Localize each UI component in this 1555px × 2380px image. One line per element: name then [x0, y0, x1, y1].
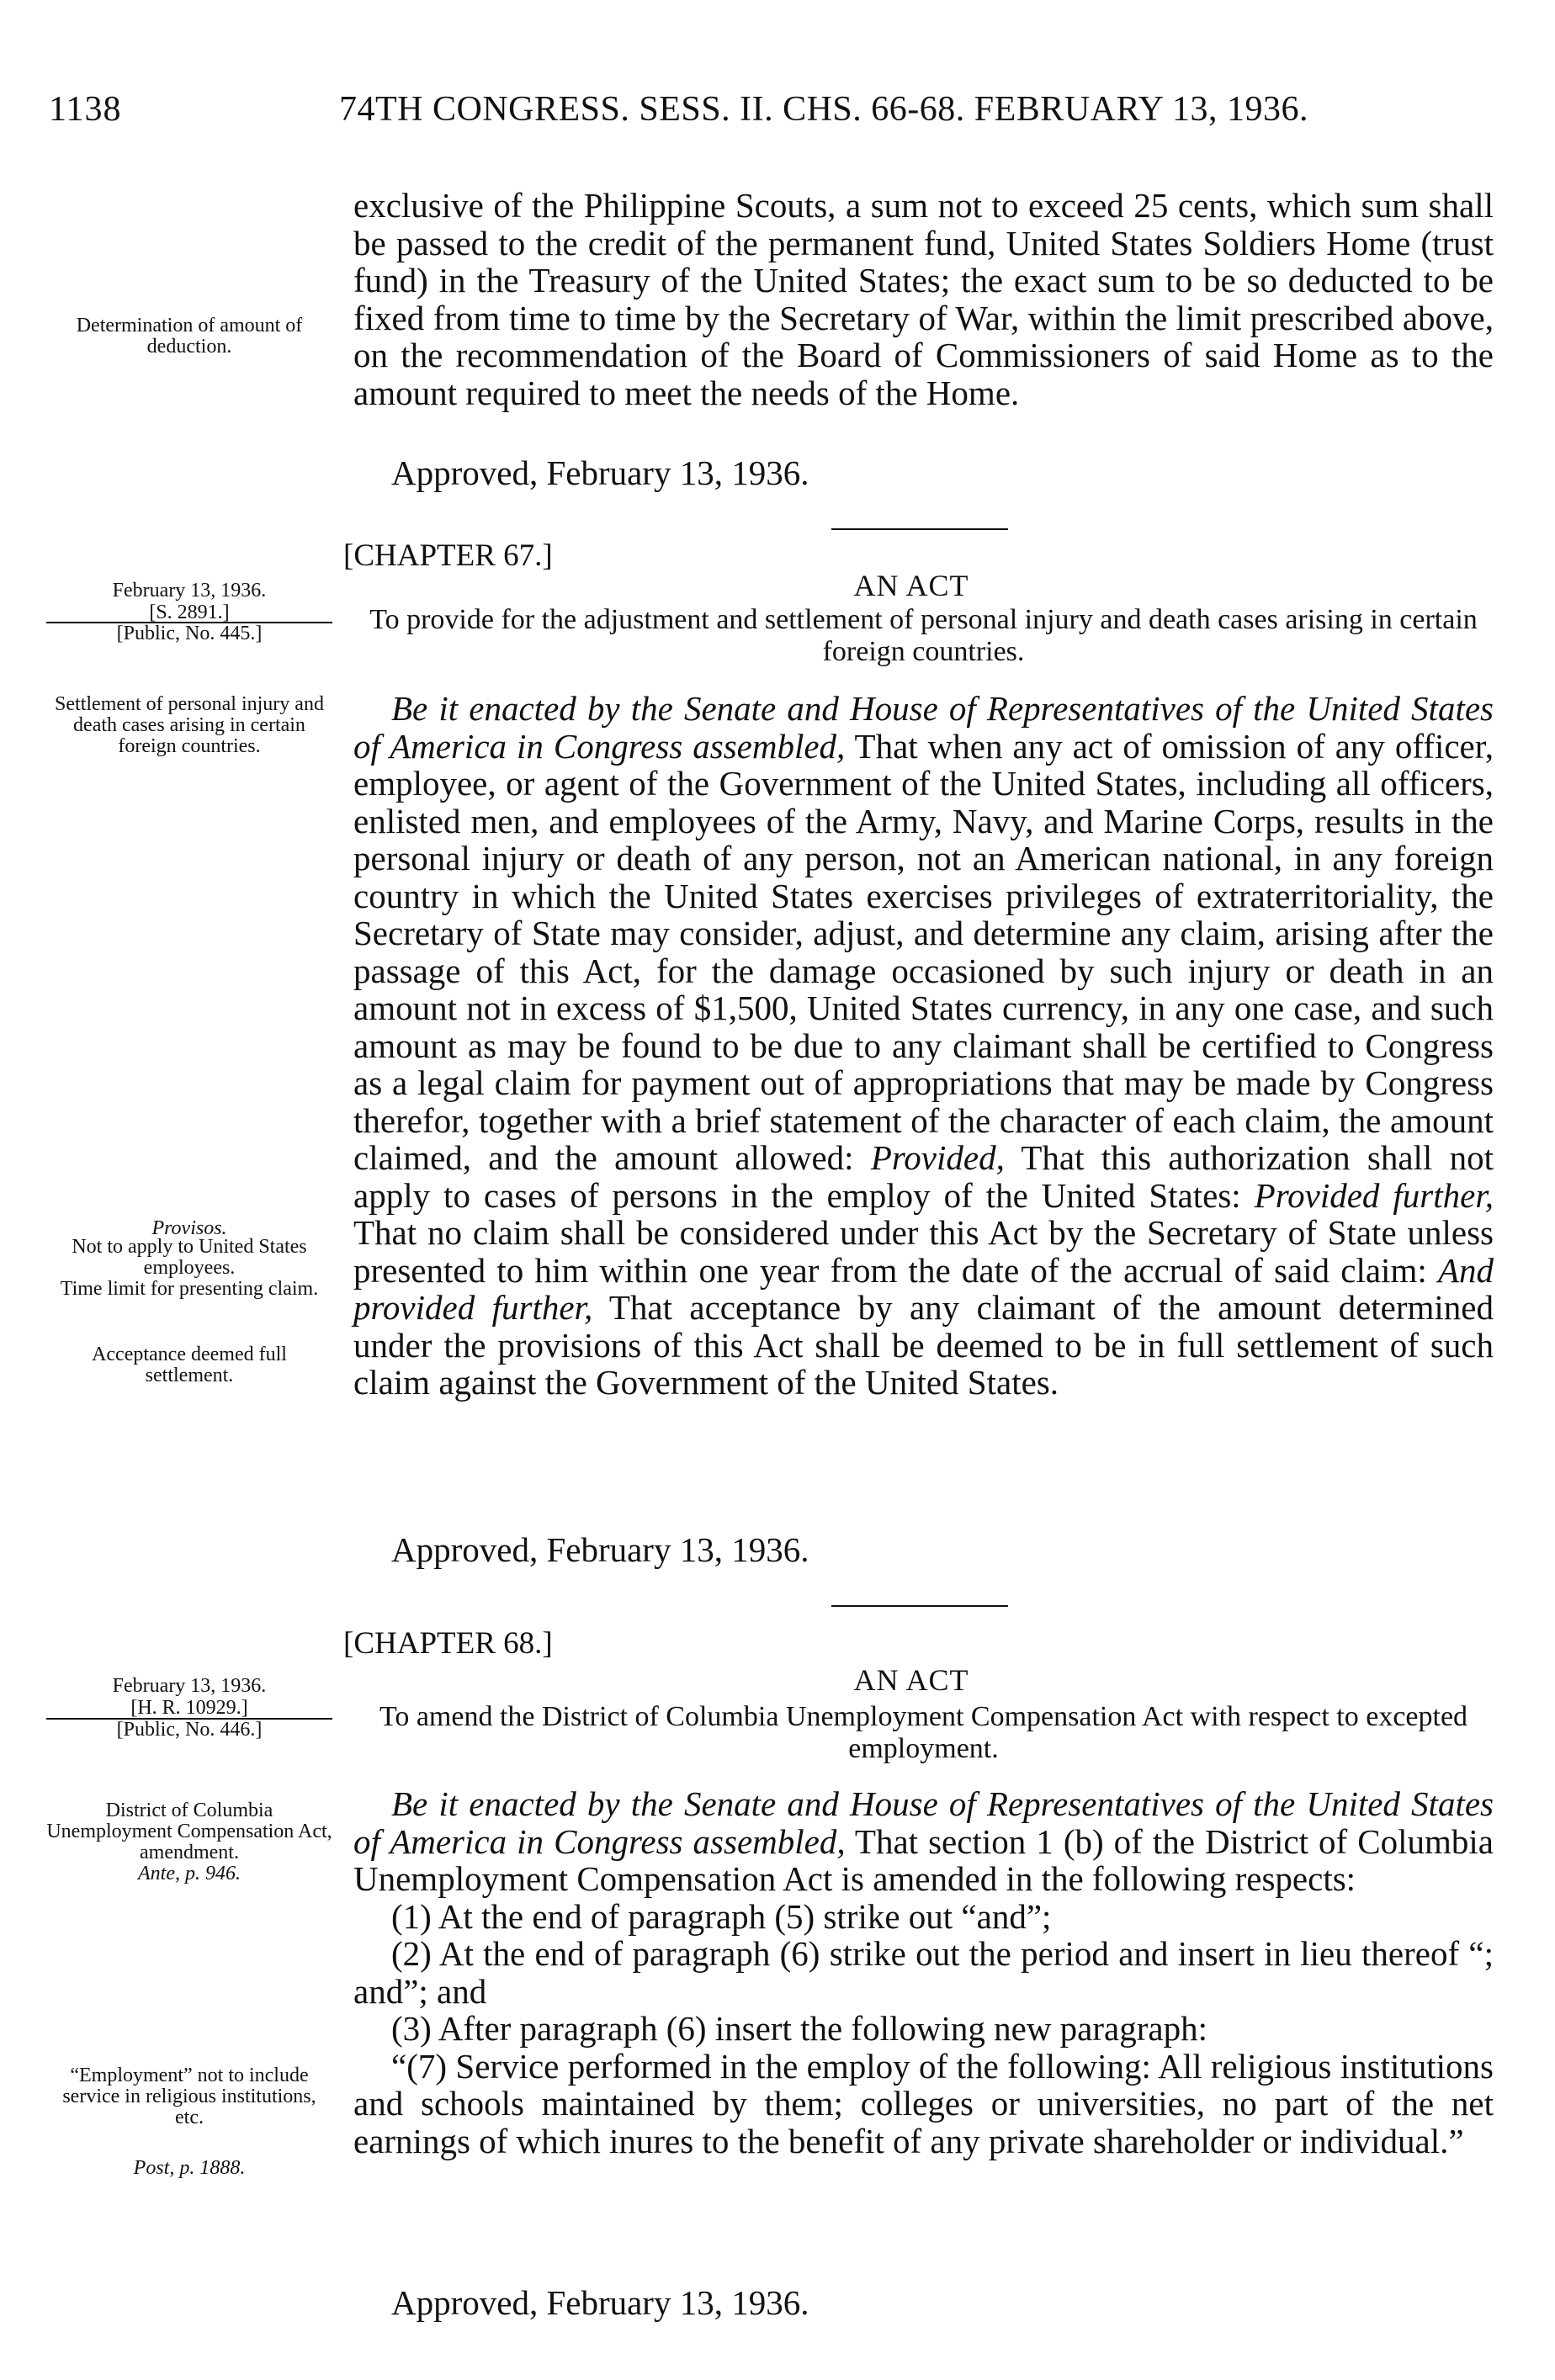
ch68-item-2: (2) At the end of paragraph (6) strike out the period and insert in lieu thereof “; and”; and — [353, 1934, 1494, 2011]
ch67-paragraph — [353, 690, 1494, 1402]
ch68-body — [353, 1785, 1494, 2160]
ch68-margin-date: February 13, 1936. — [112, 1675, 267, 1697]
ch68-margin-public: [Public, No. 446.] — [116, 1719, 263, 1741]
ch68-ante-ref: Ante, p. 946. — [138, 1863, 241, 1884]
ch67-provisos-label: Provisos. — [151, 1217, 227, 1239]
ch67-margin-subject: Settlement of personal injury and death cases arising in certain foreign countries. — [55, 693, 324, 757]
ch67-act-label: AN ACT — [853, 569, 969, 602]
ch68-rule — [831, 1605, 1008, 1607]
ch67-chapter-label: [CHAPTER 67.] — [343, 538, 553, 573]
ch67-approved: Approved, February 13, 1936. — [391, 1530, 809, 1569]
ch68-margin-ante — [46, 1863, 332, 1884]
ch66-paragraph: exclusive of the Philippine Scouts, a sum not to exceed 25 cents, which sum shall be passed to the credit of the permanent fund, United States Soldiers Home (trust fund) in the Treasury of the United States; the exact sum to be so deducted to be fixed from time to time by the Secretary of War, within the limit prescribed above, on the recommendation of the Board of Commissioners of said Home as to the amount required to meet the needs of the Home. — [353, 186, 1494, 412]
ch67-title: To provide for the adjustment and settlement of personal injury and death cases arising in certain foreign countries. — [369, 604, 1478, 667]
ch66-approved: Approved, February 13, 1936. — [391, 453, 809, 492]
ch67-text-3: That no claim shall be considered under this Act by the Secretary of State unless presented to him within one year from the date of the accrual of said claim: — [353, 1213, 1494, 1290]
ch67-margin-bill: [S. 2891.] — [149, 602, 230, 623]
ch67-text-4: That acceptance by any claimant of the amount determined under the provisions of this Act shall be deemed to be in full settlement of such claim against the Government of the United States. — [353, 1288, 1494, 1402]
ch67-margin-public: [Public, No. 445.] — [116, 623, 263, 644]
ch67-margin-date: February 13, 1936. — [112, 580, 267, 602]
ch67-text-1: That when any act of omission of any officer, employee, or agent of the Government of the United States, including all officers, enlisted men, and employees of the Army, Navy, and Marine Corps, results in the personal injury or death of any person, not an American national, in any foreign country in which the United States exercises privileges of extraterritoriality, the Secretary of State may consider, adjust, and determine any claim, arising after the passage of this Act, for the damage occasioned by such injury or death in an amount not in excess of $1,500, United States currency, in any one case, and such amount as may be found to be due to any claimant shall be certified to Congress as a legal claim for payment out of appropriations that may be made by Congress therefor, together with a brief statement of the character of each claim, the amount claimed, and the amount allowed: — [353, 726, 1494, 1177]
ch67-text-2: That this authorization shall not apply to cases of persons in the employ of the United States: — [353, 1138, 1494, 1215]
ch67-provided: Provided, — [870, 1138, 1005, 1177]
ch68-act-label: AN ACT — [853, 1663, 969, 1697]
ch68-enacting-clause: Be it enacted by the Senate and House of Representatives of the United States of America in Congress assembled, — [353, 1784, 1494, 1861]
ch68-margin-employment: “Employment” not to include service in religious institutions, etc. — [62, 2065, 316, 2128]
ch66-body — [353, 187, 1494, 411]
ch68-item-4: “(7) Service performed in the employ of the following: All religious institutions and schools maintained by them; colleges or universities, no part of the net earnings of which inures to the benefit of any private shareholder or individual.” — [353, 2046, 1494, 2160]
ch67-margin-time-limit: Time limit for presenting claim. — [60, 1278, 319, 1300]
ch68-item-1: (1) At the end of paragraph (5) strike out “and”; — [391, 1896, 1052, 1936]
ch67-enacting-clause: Be it enacted by the Senate and House of Representatives of the United States of America in Congress assembled, — [353, 689, 1494, 766]
ch68-text-1: That section 1 (b) of the District of Columbia Unemployment Compensation Act is amended in the following respects: — [353, 1821, 1494, 1898]
margin-note-determination: Determination of amount of deduction. — [76, 315, 303, 358]
ch68-margin-post — [46, 2158, 332, 2179]
ch68-margin-subject: District of Columbia Unemployment Compensation Act, amendment. — [46, 1800, 332, 1863]
ch68-approved: Approved, February 13, 1936. — [391, 2283, 809, 2322]
ch68-item-3: (3) After paragraph (6) insert the following new paragraph: — [391, 2009, 1207, 2048]
ch68-enacting-paragraph — [353, 1785, 1494, 1898]
ch68-margin-bill: [H. R. 10929.] — [130, 1697, 248, 1719]
ch67-rule — [831, 528, 1008, 530]
ch68-title: To amend the District of Columbia Unemployment Compensation Act with respect to excepted employment. — [379, 1701, 1468, 1764]
page-number: 1138 — [49, 90, 122, 129]
ch67-body — [353, 690, 1494, 1402]
running-head: 74TH CONGRESS. SESS. II. CHS. 66-68. FEBRUARY 13, 1936. — [339, 90, 1308, 129]
ch68-post-ref: Post, p. 1888. — [133, 2157, 246, 2179]
ch67-margin-acceptance: Acceptance deemed full settlement. — [92, 1344, 287, 1386]
ch67-provided-further: Provided further, — [1254, 1175, 1494, 1215]
ch67-margin-not-apply: Not to apply to United States employees. — [72, 1236, 307, 1279]
ch67-and-provided-further: And provided further, — [353, 1250, 1494, 1327]
ch68-chapter-label: [CHAPTER 68.] — [343, 1626, 553, 1661]
